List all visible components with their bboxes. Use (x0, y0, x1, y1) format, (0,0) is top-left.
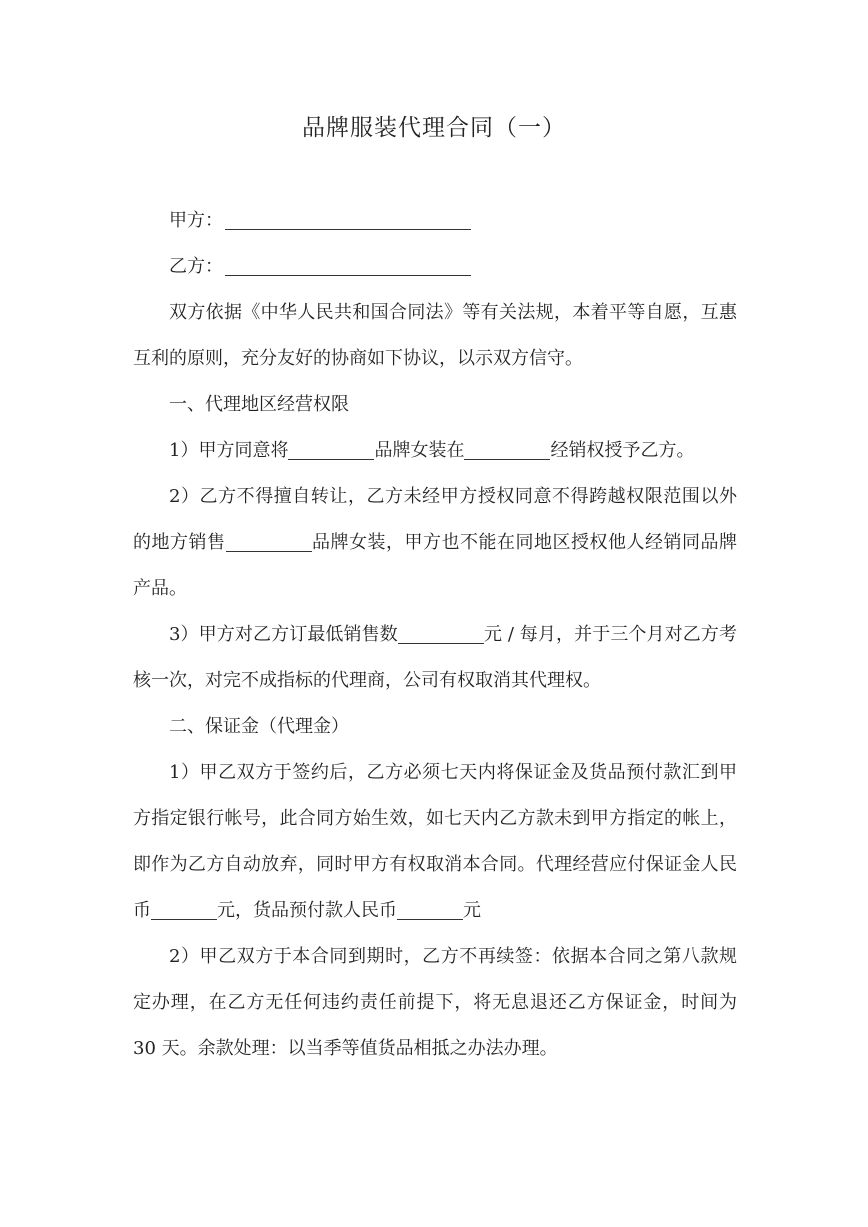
party-b-blank (225, 257, 471, 276)
party-b-label: 乙方： (169, 256, 223, 277)
region-blank (464, 441, 550, 460)
prepayment-blank (397, 901, 463, 920)
section1-item3 (133, 612, 737, 704)
section1-item1-text-a: 1）甲方同意将 (169, 440, 289, 461)
deposit-blank (151, 901, 217, 920)
section1-item2-text-b: 品牌女装，甲方也不能在同地区授权他人经销同品牌产品。 (133, 532, 737, 599)
section1-item2-text-a: 2）乙方不得擅自转让，乙方未经甲方授权同意不得跨越权限范围以外的地方销售 (133, 486, 737, 553)
section1-item1-text-c: 经销权授予乙方。 (550, 440, 695, 461)
section2-heading: 二、保证金（代理金） (169, 716, 349, 737)
section1-item3-text-b: 元 / 每月，并于三个月对乙方考核一次，对完不成指标的代理商，公司有权取消其代理权。 (133, 624, 737, 691)
party-b-line (133, 244, 737, 290)
brand-blank (288, 441, 374, 460)
party-a-label: 甲方： (169, 210, 223, 231)
document-body (133, 198, 737, 1072)
section1-item3-text-a: 3）甲方对乙方订最低销售数 (169, 624, 398, 645)
section1-item1 (133, 428, 737, 474)
party-a-line (133, 198, 737, 244)
section1-heading: 一、代理地区经营权限 (169, 394, 349, 415)
intro-paragraph: 双方依据《中华人民共和国合同法》等有关法规，本着平等自愿，互惠互利的原则，充分友好的协商如下协议，以示双方信守。 (133, 302, 737, 369)
min-sales-blank (398, 625, 484, 644)
section2-item1-text-b: 元，货品预付款人民币 (217, 900, 397, 921)
party-a-blank (225, 211, 471, 230)
section1-item1-text-b: 品牌女装在 (374, 440, 465, 461)
section1-item2 (133, 474, 737, 612)
brand-blank-2 (226, 533, 312, 552)
section2-item2: 2）甲乙双方于本合同到期时，乙方不再续签：依据本合同之第八款规定办理，在乙方无任何违约责任前提下，将无息退还乙方保证金，时间为 30 天。余款处理：以当季等值货品相抵之办法办理。 (133, 946, 737, 1059)
section2-item1 (133, 750, 737, 934)
section2-item1-text-a: 1）甲乙双方于签约后，乙方必须七天内将保证金及货品预付款汇到甲方指定银行帐号，此合同方始生效，如七天内乙方款未到甲方指定的帐上，即作为乙方自动放弃，同时甲方有权取消本合同。代理经营应付保证金人民币 (133, 762, 737, 921)
section2-item1-text-c: 元 (463, 900, 481, 921)
document-title: 品牌服装代理合同（一） (302, 115, 566, 141)
